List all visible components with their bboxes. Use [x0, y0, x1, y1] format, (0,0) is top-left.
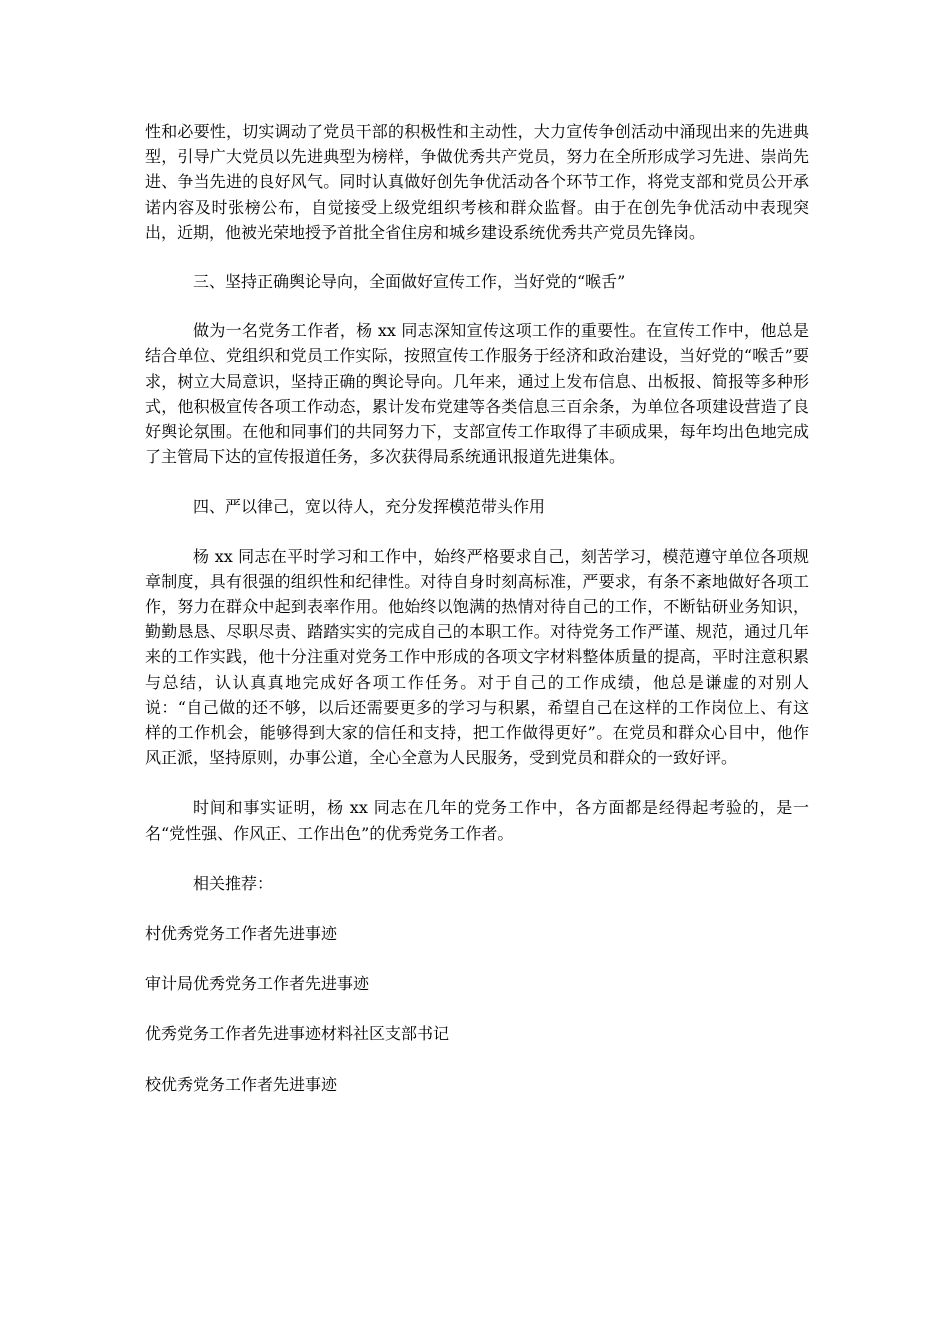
paragraph-spacer	[145, 996, 809, 1021]
related-link-item[interactable]: 村优秀党务工作者先进事迹	[145, 924, 338, 944]
paragraph-spacer	[145, 896, 809, 921]
related-label: 相关推荐：	[193, 873, 274, 893]
related-link-item[interactable]: 优秀党务工作者先进事迹材料社区支部书记	[145, 1024, 450, 1044]
paragraph-spacer	[145, 520, 809, 544]
paragraph-spacer	[145, 770, 809, 795]
paragraph-spacer	[145, 946, 809, 971]
section-heading-3: 三、坚持正确舆论导向，全面做好宣传工作，当好党的“喉舌”	[193, 272, 626, 292]
conclusion-paragraph: 时间和事实证明，杨 xx 同志在几年的党务工作中，各方面都是经得起考验的，是一名“党性强、作风正、工作出色”的优秀党务工作者。	[145, 798, 809, 843]
paragraph-spacer	[145, 294, 809, 318]
paragraph-spacer	[145, 846, 809, 871]
paragraph-spacer	[145, 469, 809, 494]
related-link-item[interactable]: 校优秀党务工作者先进事迹	[145, 1074, 338, 1094]
document-body	[145, 119, 809, 1097]
section-3-paragraph: 做为一名党务工作者，杨 xx 同志深知宣传这项工作的重要性。在宣传工作中，他总是结合单位、党组织和党员工作实际，按照宣传工作服务于经济和政治建设，当好党的“喉舌”要求，树立大局意识，坚持正确的舆论导向。几年来，通过上发布信息、出板报、简报等多种形式，他积极宣传各项工作动态，累计发布党建等各类信息三百余条，为单位各项建设营造了良好舆论氛围。在他和同事们的共同努力下，支部宣传工作取得了丰硕成果，每年均出色地完成了主管局下达的宣传报道任务，多次获得局系统通讯报道先进集体。	[145, 321, 809, 467]
related-link-item[interactable]: 审计局优秀党务工作者先进事迹	[145, 974, 370, 994]
paragraph-spacer	[145, 245, 809, 269]
section-heading-4: 四、严以律己，宽以待人，充分发挥模范带头作用	[193, 497, 546, 517]
paragraph-spacer	[145, 1047, 809, 1072]
continuation-paragraph: 性和必要性，切实调动了党员干部的积极性和主动性，大力宣传争创活动中涌现出来的先进典型，引导广大党员以先进典型为榜样，争做优秀共产党员，努力在全所形成学习先进、崇尚先进、争当先进的良好风气。同时认真做好创先争优活动各个环节工作，将党支部和党员公开承诺内容及时张榜公布，自觉接受上级党组织考核和群众监督。由于在创先争优活动中表现突出，近期，他被光荣地授予首批全省住房和城乡建设系统优秀共产党员先锋岗。	[145, 122, 809, 242]
section-4-paragraph: 杨 xx 同志在平时学习和工作中，始终严格要求自己，刻苦学习，模范遵守单位各项规章制度，具有很强的组织性和纪律性。对待自身时刻高标准，严要求，有条不紊地做好各项工作，努力在群众中起到表率作用。他始终以饱满的热情对待自己的工作，不断钻研业务知识，勤勤恳恳、尽职尽责、踏踏实实的完成自己的本职工作。对待党务工作严谨、规范，通过几年来的工作实践，他十分注重对党务工作中形成的各项文字材料整体质量的提高，平时注意积累与总结，认认真真地完成好各项工作任务。对于自己的工作成绩，他总是谦虚的对别人说：“自己做的还不够，以后还需要更多的学习与积累，希望自己在这样的工作岗位上、有这样的工作机会，能够得到大家的信任和支持，把工作做得更好”。在党员和群众心目中，他作风正派，坚持原则，办事公道，全心全意为人民服务，受到党员和群众的一致好评。	[145, 546, 809, 768]
